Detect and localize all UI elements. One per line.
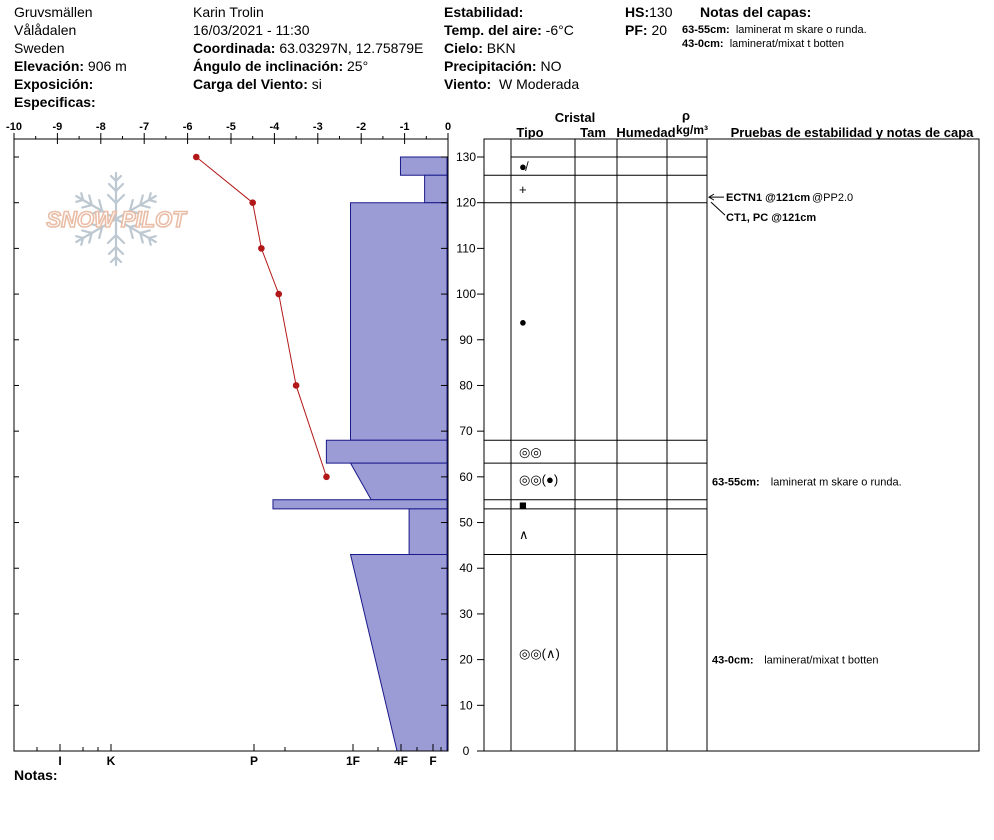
table-header: ρ bbox=[681, 108, 691, 123]
hardness-layer-7 bbox=[409, 509, 447, 555]
country: Sweden bbox=[14, 40, 65, 56]
layer-table bbox=[484, 108, 979, 751]
wind-value: W Moderada bbox=[498, 76, 580, 92]
stability-test-2: CT1, PC @121cm bbox=[726, 212, 817, 225]
observer: Karin Trolin bbox=[193, 4, 264, 20]
stability-test: ECTN1 @121cm bbox=[726, 192, 811, 205]
sky-label: Cielo: bbox=[444, 40, 483, 56]
depth-tick-label: 100 bbox=[455, 287, 477, 302]
table-layer-note-text: laminerat m skare o runda. bbox=[770, 476, 902, 489]
temp-tick-label: -5 bbox=[226, 121, 236, 133]
crystal-symbol: ■ bbox=[519, 497, 527, 513]
crystal-symbol: ●̸ bbox=[519, 159, 527, 175]
temperature-point bbox=[258, 245, 265, 252]
hardness-layers bbox=[273, 157, 447, 751]
datetime: 16/03/2021 - 11:30 bbox=[193, 22, 310, 38]
temp-tick-label: -1 bbox=[399, 121, 410, 133]
depth-tick-label: 0 bbox=[462, 744, 470, 758]
table-header: Tipo bbox=[516, 125, 544, 140]
table-header: Tam bbox=[580, 125, 606, 140]
depth-tick-label: 90 bbox=[459, 332, 473, 347]
sky-value: BKN bbox=[486, 40, 516, 56]
temp-tick-label: -3 bbox=[312, 121, 323, 133]
depth-tick-label: 30 bbox=[459, 606, 473, 621]
air-temp-value: -6°C bbox=[545, 22, 574, 38]
temperature-point bbox=[275, 291, 282, 298]
slope-value: 25° bbox=[347, 58, 369, 74]
hardness-label: K bbox=[106, 754, 116, 768]
crystal-symbol: ● bbox=[519, 314, 527, 330]
hardness-layer-1 bbox=[400, 157, 447, 175]
table-header: Cristal bbox=[554, 110, 596, 125]
hardness-label: F bbox=[429, 754, 437, 768]
coords-label: Coordinada: bbox=[193, 40, 276, 56]
depth-tick-label: 10 bbox=[459, 698, 473, 713]
notes-label: Notas: bbox=[14, 767, 58, 783]
depth-tick-label: 80 bbox=[459, 378, 473, 393]
specifics-label: Especificas: bbox=[14, 94, 96, 110]
temp-tick-label: 0 bbox=[444, 121, 452, 133]
crystal-symbol: ∧ bbox=[519, 526, 529, 542]
temperature-point bbox=[249, 199, 256, 206]
table-layer-note-range: 63-55cm: bbox=[712, 476, 760, 489]
hardness-label: I bbox=[58, 754, 62, 768]
temperature-point bbox=[293, 382, 300, 389]
wind-load-label: Carga del Viento: bbox=[193, 76, 308, 92]
crystal-symbol: + bbox=[519, 181, 527, 197]
table-layer-note-range: 43-0cm: bbox=[712, 654, 754, 667]
slope-label: Ángulo de inclinación: bbox=[193, 58, 344, 74]
hardness-label: P bbox=[249, 754, 259, 768]
layer-note-2-text: laminerat/mixat t botten bbox=[729, 38, 845, 50]
crystal-symbol: ◎◎(∧) bbox=[519, 645, 560, 661]
precip-value: NO bbox=[540, 58, 562, 74]
depth-tick-label: 110 bbox=[456, 241, 476, 256]
crystal-symbol: ◎◎(●) bbox=[519, 472, 559, 488]
coords-value: 63.03297N, 12.75879E bbox=[279, 40, 424, 56]
hardness-layer-2 bbox=[425, 175, 447, 202]
air-temp-label: Temp. del aire: bbox=[444, 22, 542, 38]
layer-notes-title: Notas del capas: bbox=[700, 4, 812, 20]
depth-tick-label: 70 bbox=[459, 424, 473, 439]
pf-value: 20 bbox=[651, 22, 668, 38]
depth-tick-label: 40 bbox=[459, 561, 473, 576]
test-arrow-2 bbox=[711, 202, 725, 215]
temp-tick-label: -4 bbox=[269, 121, 280, 133]
hardness-label: 4F bbox=[393, 754, 409, 768]
temperature-line bbox=[196, 157, 326, 477]
temperature-point bbox=[323, 474, 330, 481]
table-header: Humedad bbox=[616, 125, 676, 140]
precip-label: Precipitación: bbox=[444, 58, 537, 74]
temperature-point bbox=[193, 154, 200, 161]
table-header: Pruebas de estabilidad y notas de capa bbox=[730, 125, 974, 140]
hardness-layer-5 bbox=[351, 463, 448, 500]
depth-tick-label: 20 bbox=[459, 652, 473, 667]
hs-label: HS: bbox=[625, 4, 650, 20]
logo-text: SNOW PILOT bbox=[46, 207, 186, 232]
temp-tick-label: -9 bbox=[52, 121, 63, 133]
temp-tick-label: -8 bbox=[95, 121, 106, 133]
region: Vålådalen bbox=[14, 22, 77, 38]
depth-tick-label: 50 bbox=[459, 515, 473, 530]
elevation-label: Elevación: bbox=[14, 58, 85, 74]
temp-tick-label: -6 bbox=[182, 121, 193, 133]
snowpilot-logo bbox=[46, 173, 187, 265]
temp-tick-label: -10 bbox=[6, 121, 22, 133]
depth-tick-label: 130 bbox=[455, 150, 477, 164]
hardness-layer-6 bbox=[273, 500, 447, 509]
stability-test-extra: @PP2.0 bbox=[812, 192, 854, 205]
location: Gruvsmällen bbox=[14, 4, 93, 20]
layer-note-2-range: 43-0cm: bbox=[682, 38, 724, 50]
layer-note-1-text: laminerat m skare o runda. bbox=[735, 24, 867, 36]
temp-tick-label: -7 bbox=[139, 121, 150, 133]
temperature-series bbox=[193, 154, 330, 480]
hardness-layer-3 bbox=[351, 203, 448, 441]
table-header: kg/m³ bbox=[675, 123, 709, 137]
wind-load-value: si bbox=[311, 76, 322, 92]
table-layer-note-text: laminerat/mixat t botten bbox=[764, 654, 879, 667]
temp-tick-label: -2 bbox=[356, 121, 367, 133]
exposure-label: Exposición: bbox=[14, 76, 94, 92]
wind-label: Viento: bbox=[444, 76, 492, 92]
hardness-layer-4 bbox=[326, 440, 447, 463]
stability-label: Estabilidad: bbox=[444, 4, 524, 20]
pf-label: PF: bbox=[625, 22, 648, 38]
crystal-symbol: ◎◎ bbox=[519, 444, 542, 460]
depth-tick-label: 120 bbox=[455, 195, 477, 210]
elevation-value: 906 m bbox=[87, 58, 127, 74]
hs-value: 130 bbox=[649, 4, 673, 20]
hardness-layer-8 bbox=[351, 555, 448, 751]
hardness-label: 1F bbox=[345, 754, 361, 768]
depth-tick-label: 60 bbox=[459, 469, 473, 484]
layer-note-1-range: 63-55cm: bbox=[682, 24, 730, 36]
